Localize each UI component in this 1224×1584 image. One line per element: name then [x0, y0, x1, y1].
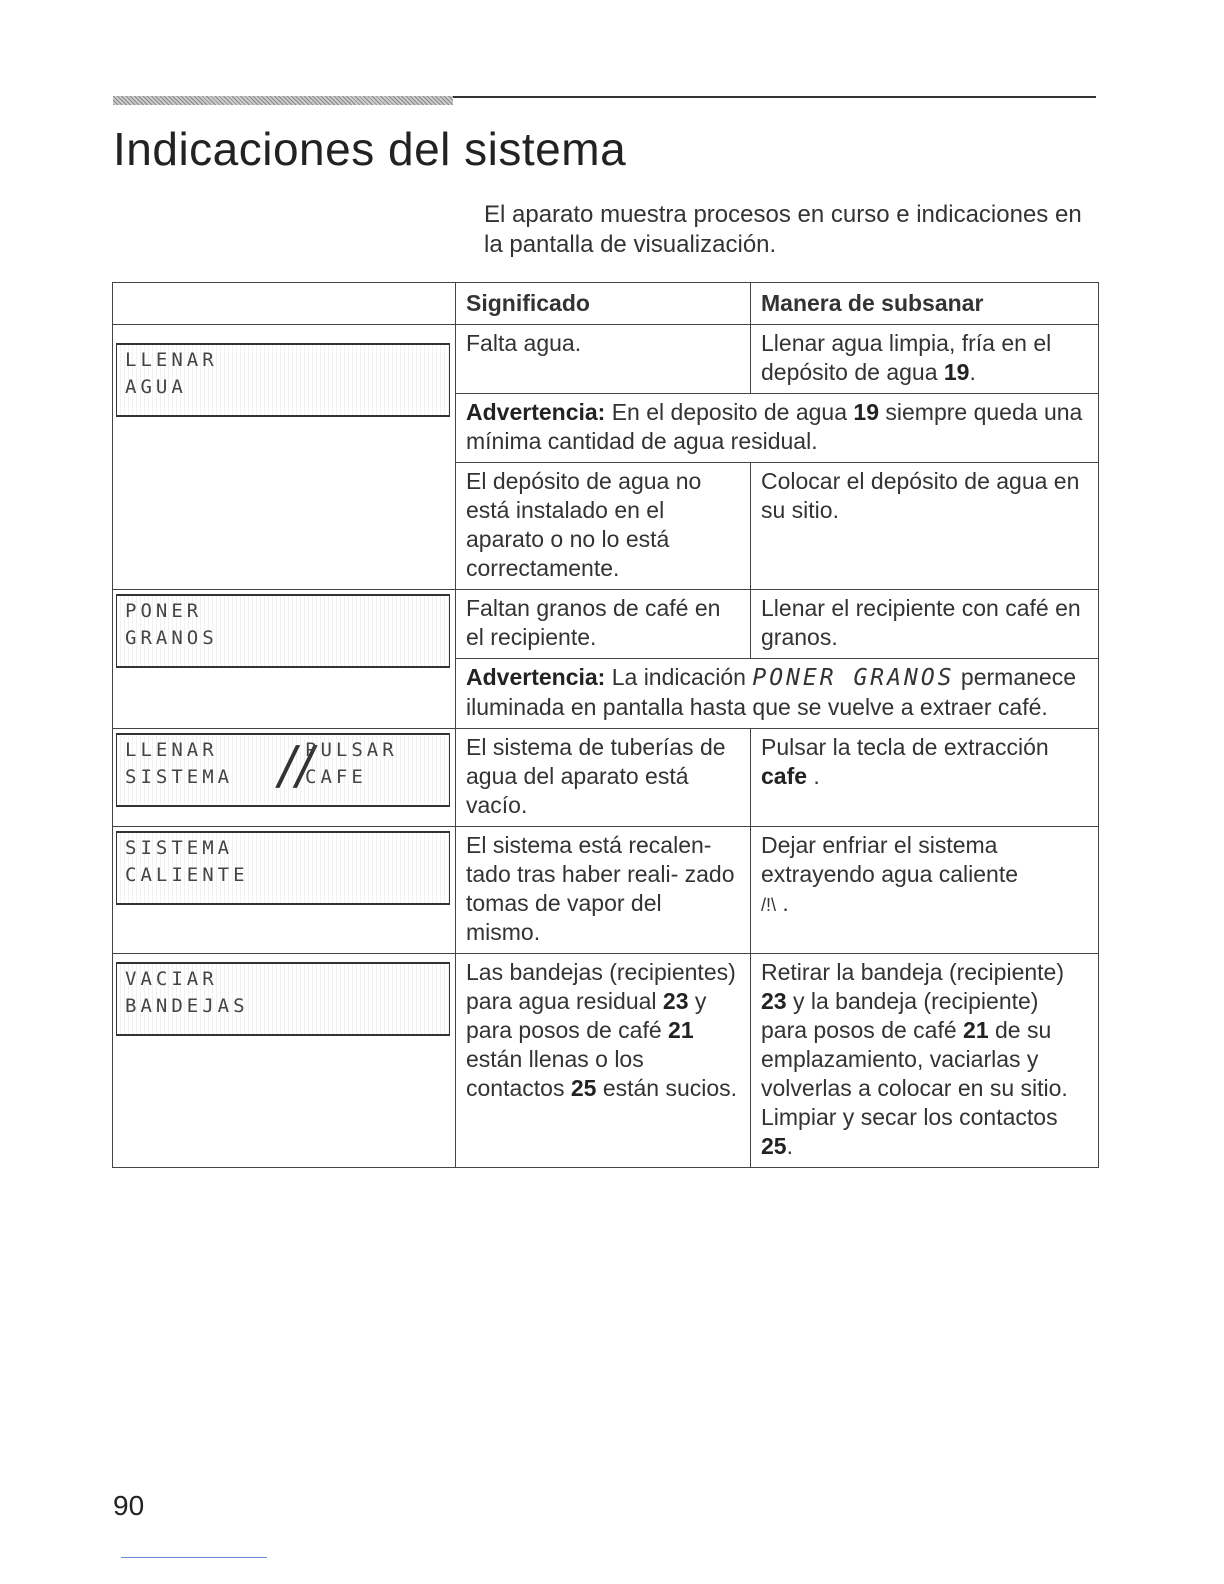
system-indications-table — [112, 282, 1099, 1168]
ref-number: 23 — [662, 988, 689, 1014]
fix-text: Retirar la bandeja (recipiente) — [761, 959, 1064, 985]
fix-text: . — [776, 890, 789, 916]
fix-text: . — [807, 763, 820, 789]
note-text: En el deposito de agua — [605, 399, 854, 425]
page-number: 90 — [113, 1490, 145, 1521]
ref-number: 23 — [761, 988, 787, 1014]
table-row — [113, 954, 1099, 1168]
fix-text: Dejar enfriar el sistema extrayendo agua caliente — [761, 832, 1019, 887]
alternating-slash-icon: // — [273, 736, 320, 796]
meaning-text: y para posos de café — [466, 988, 707, 1043]
meaning-cell: El sistema de tuberías de agua del aparato está vacío. — [456, 729, 751, 827]
meaning-cell: El depósito de agua no está instalado en el aparato o no lo está correctamente. — [456, 463, 751, 590]
display-text-inline: PONER GRANOS — [752, 665, 955, 691]
lcd-display-vaciar-bandejas — [116, 962, 450, 1036]
ref-number: 21 — [668, 1017, 694, 1043]
warning-label: Advertencia: — [466, 399, 606, 425]
meaning-cell: Falta agua. — [456, 325, 751, 394]
lcd-display-llenar-agua — [116, 343, 450, 417]
lcd-line: GRANOS — [125, 627, 218, 649]
meaning-text: están llenas o los contactos — [466, 1046, 644, 1101]
ref-number: 19 — [853, 399, 880, 425]
fix-text: Pulsar la tecla de extracción — [761, 734, 1049, 760]
note-text: La indicación — [605, 664, 753, 690]
display-cell — [113, 590, 456, 729]
lcd-line: BANDEJAS — [125, 995, 249, 1017]
hot-water-icon: /!\ — [761, 895, 777, 915]
note-text: siempre queda una mínima cantidad de agua residual. — [466, 399, 1083, 454]
ref-number: 25 — [570, 1075, 597, 1101]
ref-number: 25 — [761, 1133, 787, 1159]
display-cell — [113, 729, 456, 827]
fix-text: . — [786, 1133, 793, 1159]
footer-rule — [121, 1557, 267, 1558]
header-meaning: Significado — [456, 283, 751, 325]
fix-text: Llenar agua limpia, fría en el depósito de agua — [761, 330, 1052, 385]
fix-text: . — [969, 359, 976, 385]
warning-note — [456, 394, 1099, 463]
lcd-display-poner-granos — [116, 594, 450, 668]
ref-number: 19 — [943, 359, 970, 385]
lcd-line: AGUA — [125, 376, 187, 398]
fix-cell: Llenar el recipiente con café en granos. — [751, 590, 1099, 659]
meaning-cell: El sistema está recalen- tado tras haber reali- zado tomas de vapor del mismo. — [456, 827, 751, 954]
header-shade-bar — [113, 96, 453, 105]
note-text: permanece iluminada en pantalla hasta que se vuelve a extraer café. — [466, 664, 1077, 720]
warning-label: Advertencia: — [466, 664, 606, 690]
header-display — [113, 283, 456, 325]
lcd-half — [125, 739, 233, 788]
header-fix: Manera de subsanar — [751, 283, 1099, 325]
meaning-cell — [456, 954, 751, 1168]
lcd-line: CALIENTE — [125, 864, 249, 886]
table-header-row — [113, 283, 1099, 325]
display-cell — [113, 325, 456, 590]
lcd-line: PONER — [125, 600, 203, 622]
lcd-display-llenar-sistema — [116, 733, 450, 807]
table-row — [113, 590, 1099, 659]
fix-cell: Colocar el depósito de agua en su sitio. — [751, 463, 1099, 590]
page-title: Indicaciones del sistema — [113, 123, 627, 175]
table-row — [113, 729, 1099, 827]
lcd-line: LLENAR — [125, 739, 218, 761]
intro-paragraph: El aparato muestra procesos en curso e indicaciones en la pantalla de visualización. — [484, 201, 1082, 258]
fix-cell — [751, 325, 1099, 394]
display-cell — [113, 954, 456, 1168]
fix-cell — [751, 827, 1099, 954]
display-cell — [113, 827, 456, 954]
fix-text: de su emplazamiento, vaciarlas y volverlas a colocar en su sitio. Limpiar y secar los contactos — [761, 1017, 1068, 1130]
lcd-line: CAFE — [305, 766, 367, 788]
lcd-line: SISTEMA — [125, 837, 234, 859]
lcd-line: PULSAR — [305, 739, 398, 761]
ref-number: 21 — [963, 1017, 989, 1043]
fix-cell — [751, 954, 1099, 1168]
fix-text: y la bandeja (recipiente) para posos de café — [761, 988, 1039, 1043]
lcd-line: LLENAR — [125, 349, 218, 371]
table-row — [113, 827, 1099, 954]
warning-note — [456, 659, 1099, 729]
fix-cell — [751, 729, 1099, 827]
table-row — [113, 325, 1099, 394]
meaning-cell: Faltan granos de café en el recipiente. — [456, 590, 751, 659]
meaning-text: Las bandejas (recipientes) para agua residual — [466, 959, 736, 1014]
lcd-display-sistema-caliente — [116, 831, 450, 905]
lcd-line: SISTEMA — [125, 766, 234, 788]
meaning-text: están sucios. — [596, 1075, 738, 1101]
key-label: cafe — [761, 763, 808, 789]
lcd-line: VACIAR — [125, 968, 218, 990]
lcd-half — [305, 739, 398, 788]
